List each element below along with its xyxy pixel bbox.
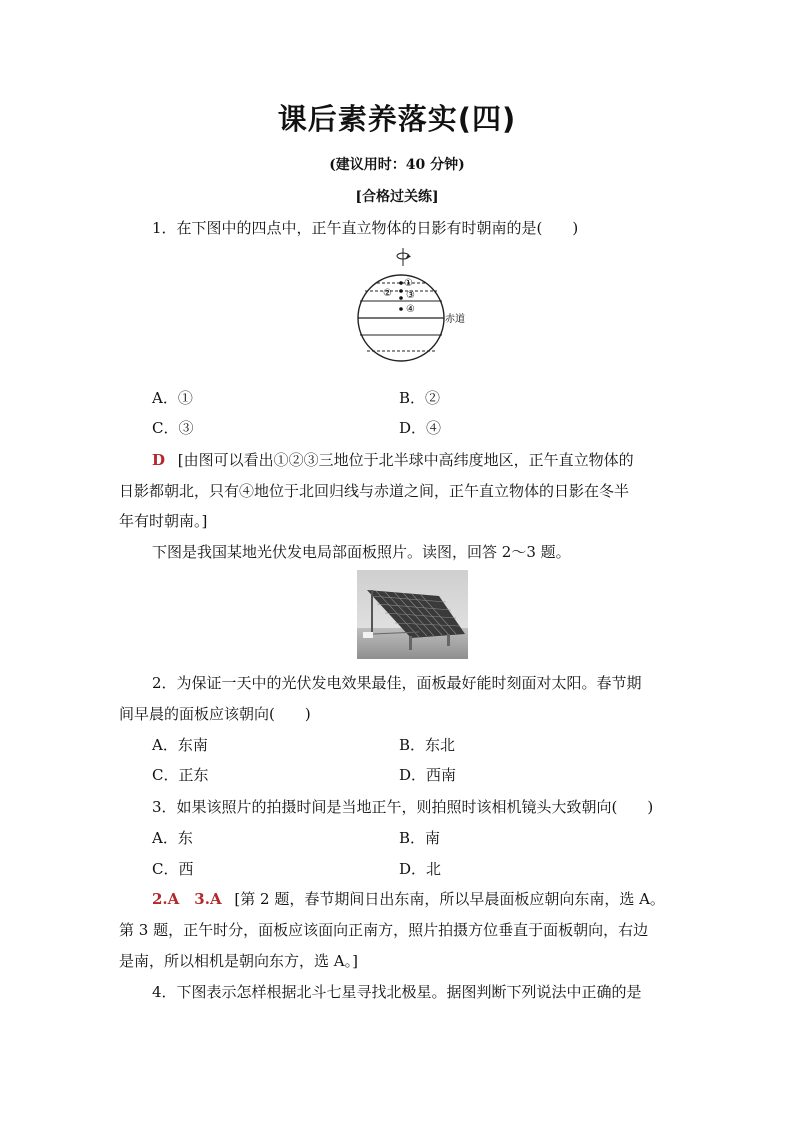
globe-diagram [345,246,465,371]
q3-option-d: D．北 [399,860,442,878]
q1-option-b: B．② [399,389,441,407]
q1-explanation-3: 年有时朝南。] [119,512,208,530]
answer-2-3-key: 2.A 3.A [152,890,222,908]
q1-answer-key: D [152,451,166,469]
question-3-stem: 3．如果该照片的拍摄时间是当地正午，则拍照时该相机镜头大致朝向( ) [152,798,654,816]
q2-option-b: B．东北 [399,736,456,754]
point-label-1: ① [404,278,413,289]
q1-explanation-2: 日影都朝北，只有④地位于北回归线与赤道之间，正午直立物体的日影在冬半 [119,482,630,500]
section-heading: [合格过关练] [355,189,439,205]
q3-option-c: C．西 [152,860,194,878]
q2-option-a: A．东南 [152,736,208,754]
question-4-stem: 4．下图表示怎样根据北斗七星寻找北极星。据图判断下列说法中正确的是 [152,983,642,1001]
q3-option-a: A．东 [152,829,193,847]
q1-explanation-1: [由图可以看出①②③三地位于北半球中高纬度地区，正午直立物体的 [177,451,634,469]
point-label-2: ② [383,288,392,299]
point-label-3: ③ [406,290,415,301]
q2-option-c: C．正东 [152,766,209,784]
suggested-time: (建议用时：40 分钟) [329,157,465,173]
q3-option-b: B．南 [399,829,441,847]
q2-option-d: D．西南 [399,766,457,784]
answer-2-3-explanation-1: [第 2 题，春节期间日出东南，所以早晨面板应朝向东南，选 A。 [234,890,665,908]
q1-option-c: C．③ [152,419,194,437]
solar-panel-photo [357,570,468,659]
question-2-stem-2: 间早晨的面板应该朝向( ) [119,705,311,723]
q1-option-a: A．① [152,389,193,407]
intro-2-3: 下图是我国某地光伏发电局部面板照片。读图，回答 2～3 题。 [152,543,571,561]
question-1-stem: 1．在下图中的四点中，正午直立物体的日影有时朝南的是( ) [152,219,579,237]
q1-answer-line-1 [152,449,712,470]
equator-label: 赤道 [445,314,465,325]
q1-option-d: D．④ [399,419,442,437]
answer-2-3-line-1 [152,888,712,909]
point-label-4: ④ [406,304,415,315]
page-title: 课后素养落实(四) [277,102,517,136]
answer-2-3-explanation-2: 第 3 题，正午时分，面板应该面向正南方，照片拍摄方位垂直于面板朝向，右边 [119,921,649,939]
question-2-stem-1: 2．为保证一天中的光伏发电效果最佳，面板最好能时刻面对太阳。春节期 [152,674,642,692]
answer-2-3-explanation-3: 是南，所以相机是朝向东方，选 A。] [119,952,358,970]
